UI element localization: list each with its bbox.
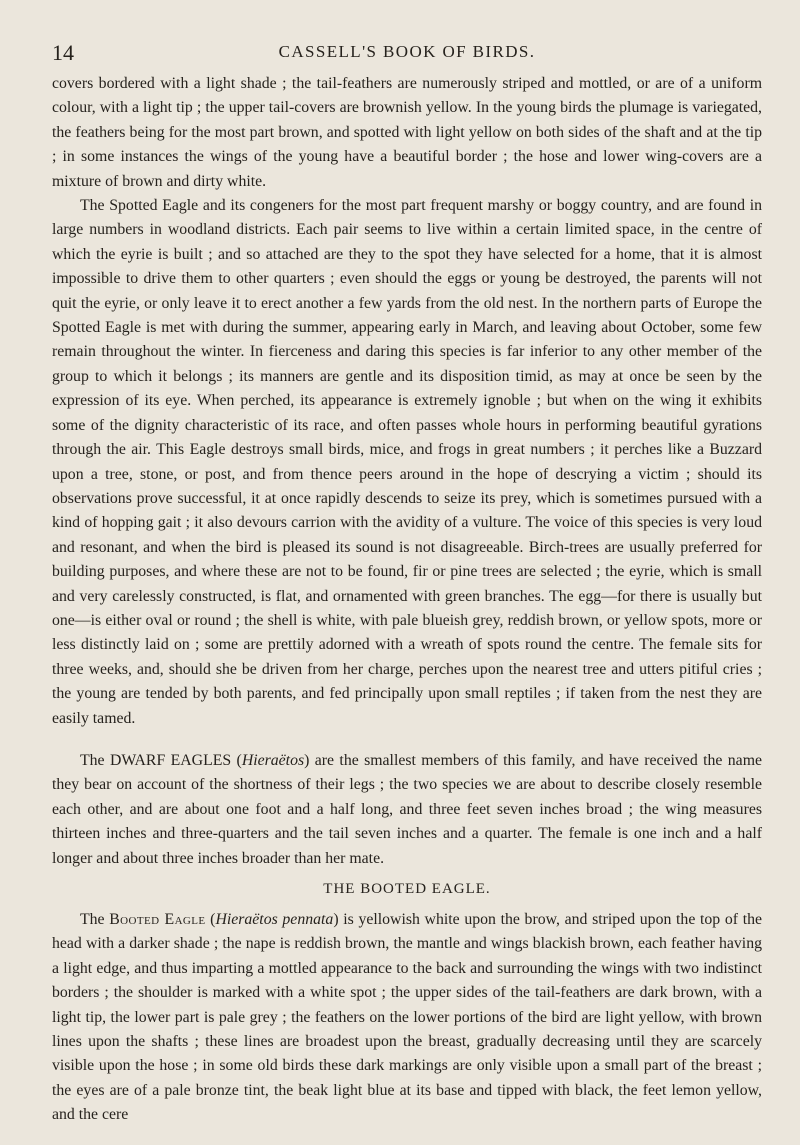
paragraph-plumage-continued: covers bordered with a light shade ; the tail-feathers are numerously striped and mottled, or are of a uniform colour, with a light tip ; the upper tail-covers are brownish yellow. In the young birds the plumage is variegated, the feathers being for the most part brown, and spotted with light yellow on both sides of the shaft and at the tip ; in some instances the wings of the young have a beautiful border ; the hose and lower wing-covers are a mixture of brown and dirty white. (52, 75, 762, 190)
booted-eagle-name: Booted Eagle (109, 911, 206, 928)
paragraph-dwarf-eagles (52, 749, 762, 871)
paragraph-spotted-eagle-habits: The Spotted Eagle and its congeners for the most part frequent marshy or boggy country, and are found in large numbers in woodland districts. Each pair seems to live within a certain limited space, in the centre of which the eyrie is built ; and so attached are they to the spot they have selected for a home, that it is almost impossible to drive them to other quarters ; even should the eggs or young be destroyed, the parents will not quit the eyrie, or only leave it to erect another a few yards from the old nest. In the northern parts of Europe the Spotted Eagle is met with during the summer, appearing early in March, and leaving about October, some few remain throughout the winter. In fierceness and daring this species is far inferior to any other member of the group to which it belongs ; its manners are gentle and its disposition timid, as may at once be seen by the expression of its eye. When perched, its appearance is extremely ignoble ; but when on the wing it exhibits some of the dignity characteristic of its race, and often passes whole hours in performing beautiful gyrations through the air. This Eagle destroys small birds, mice, and frogs in great numbers ; it perches like a Buzzard upon a tree, stone, or post, and from thence peers around in the hope of descrying a victim ; should its observations prove successful, it at once rapidly descends to seize its prey, which is sometimes pursued with a kind of hopping gait ; it also devours carrion with the avidity of a vulture. The voice of this species is very loud and resonant, and when the bird is pleased its sound is not disagreeable. Birch-trees are usually preferred for building purposes, and where these are not to be found, fir or pine trees are selected ; the eyrie, which is small and very carelessly constructed, is flat, and ornamented with green branches. The egg—for there is usually but one—is either oval or round ; the shell is white, with pale blueish grey, reddish brown, or yellow spots, more or less distinctly laid on ; some are prettily adorned with a wreath of spots round the centre. The female sits for three weeks, and, should she be driven from her charge, perches upon the nearest tree and utters pitiful cries ; the young are tended by both parents, and fed principally upon small reptiles ; if taken from the nest they are easily tamed. (52, 197, 762, 727)
paragraph-gap (52, 731, 762, 749)
dwarf-eagles-lead: The DWARF EAGLES ( (80, 751, 242, 769)
dwarf-eagles-genus: Hieraëtos (241, 751, 305, 769)
page-header (52, 32, 762, 72)
booted-eagle-open-paren: ( (205, 911, 216, 928)
dwarf-eagles-text: ) are the smallest members of this family, and have received the name they bear on account of the shortness of their legs ; the two species we are about to describe closely resemble each other, and are about one foot and a half long, and three feet seven inches broad ; the wing measures thirteen inches and three-quarters and the tail seven inches and a quarter. The female is one inch and a half longer and about three inches broader than her mate. (52, 751, 762, 867)
running-head: CASSELL'S BOOK OF BIRDS. (278, 42, 536, 61)
paragraph-booted-eagle (52, 908, 762, 1128)
booted-eagle-text: ) is yellowish white upon the brow, and striped upon the top of the head with a darker shade ; the nape is reddish brown, the mantle and wings blackish brown, each feather having a light edge, and thus imparting a mottled appearance to the back and surrounding the wings with two indistinct borders ; the shoulder is marked with a white spot ; the upper sides of the tail-feathers are dark brown, with a light tip, the lower part is pale grey ; the feathers on the lower portions of the bird are light yellow, with brown lines upon the shafts ; these lines are broadest upon the breast, gradually decreasing until they are scarcely visible upon the hose ; in some old birds these dark markings are only visible upon a small part of the breast ; the eyes are of a pale bronze tint, the beak light blue at its base and tipped with black, the feet lemon yellow, and the cere (52, 911, 762, 1124)
booted-eagle-species: Hieraëtos pennata (215, 911, 334, 928)
page-number: 14 (52, 40, 74, 65)
section-heading-booted-eagle: THE BOOTED EAGLE. (323, 881, 491, 897)
booted-eagle-the: The (80, 911, 110, 928)
